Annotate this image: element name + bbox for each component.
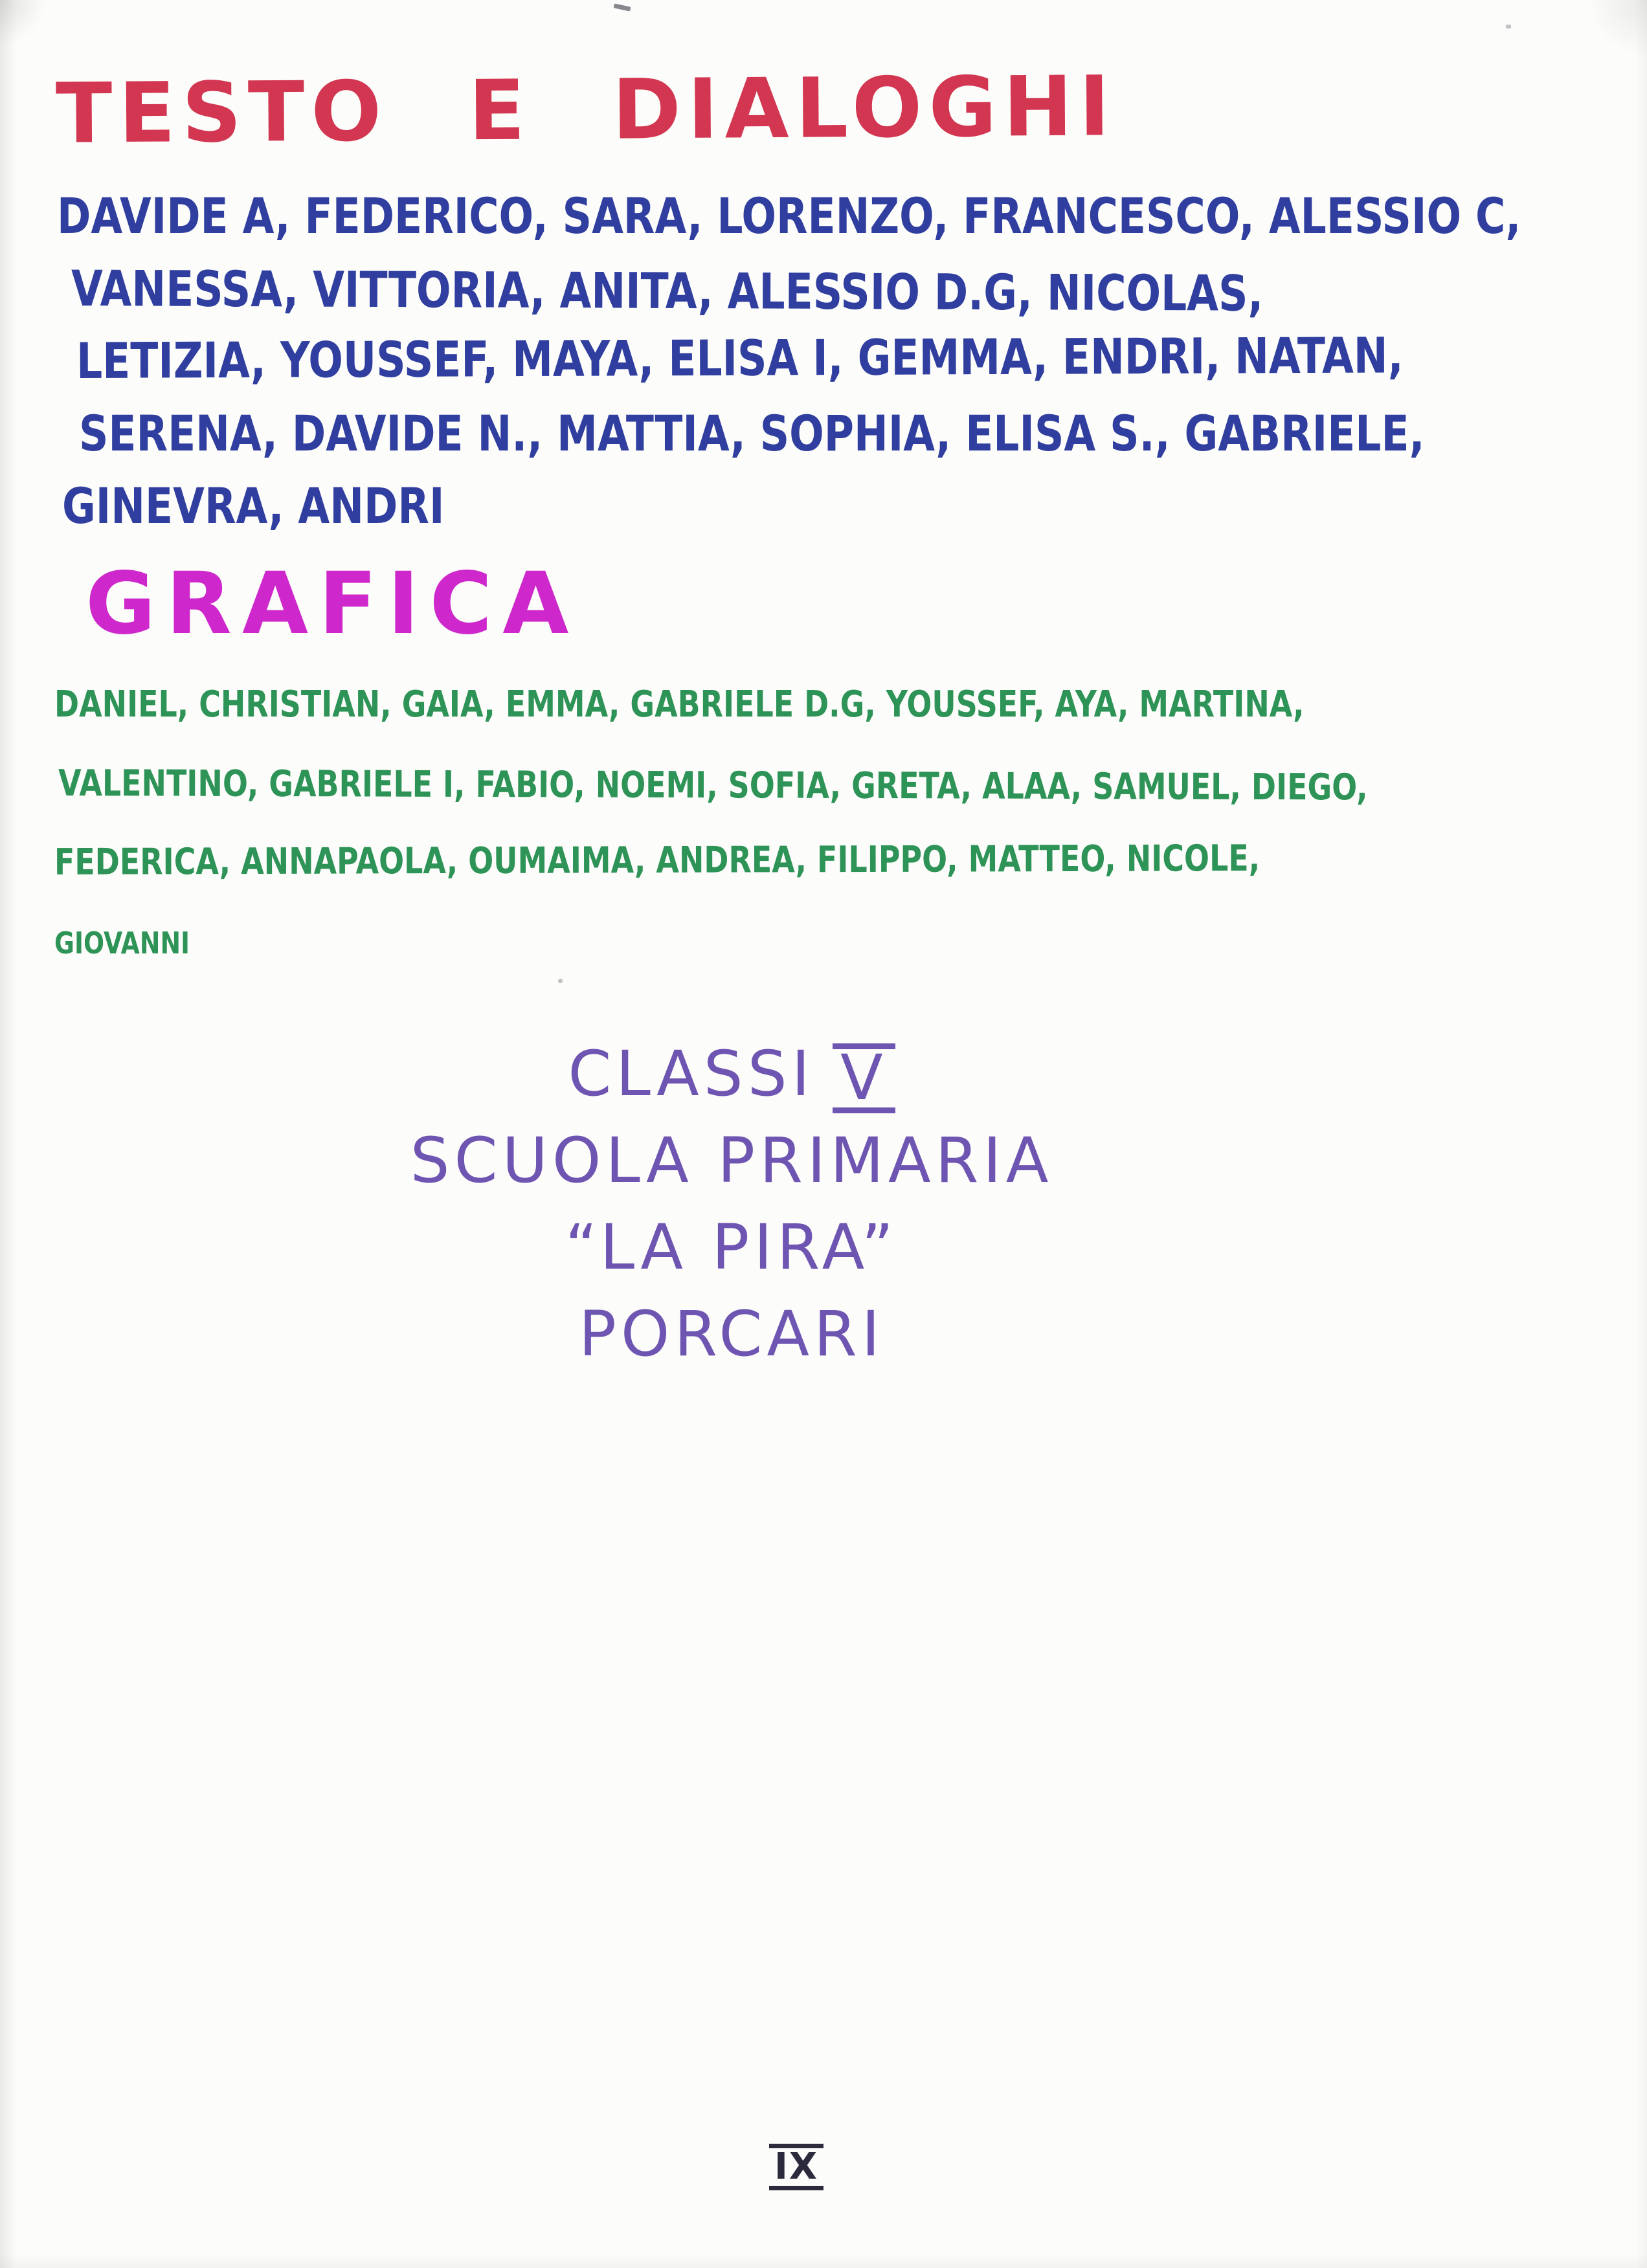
roman-numeral-five: V bbox=[833, 1043, 895, 1113]
credits-line: GIOVANNI bbox=[54, 926, 190, 961]
scan-speck bbox=[614, 3, 631, 11]
section-title-grafica: GRAFICA bbox=[85, 554, 579, 654]
classes-line bbox=[363, 1030, 1101, 1117]
scan-speck bbox=[1506, 25, 1511, 28]
credits-line: SERENA, DAVIDE N., MATTIA, SOPHIA, ELISA S., GABRIELE, bbox=[79, 405, 1425, 462]
credits-line: GINEVRA, ANDRI bbox=[62, 477, 445, 535]
credits-line: LETIZIA, YOUSSEF, MAYA, ELISA I, GEMMA, ENDRI, NATAN, bbox=[76, 326, 1404, 390]
testo-credits-list bbox=[57, 180, 1624, 542]
credits-line: FEDERICA, ANNAPAOLA, OUMAIMA, ANDREA, FILIPPO, MATTEO, NICOLE, bbox=[54, 838, 1260, 884]
grafica-credits-list bbox=[54, 665, 1628, 981]
classes-label: CLASSI bbox=[568, 1038, 814, 1110]
town-line: PORCARI bbox=[578, 1298, 885, 1370]
page-number bbox=[769, 2144, 824, 2190]
roman-numeral-nine: IX bbox=[769, 2144, 824, 2190]
school-type-line: SCUOLA PRIMARIA bbox=[410, 1124, 1053, 1197]
credits-line: VANESSA, VITTORIA, ANITA, ALESSIO D.G, NICOLAS, bbox=[71, 260, 1264, 322]
credits-line: DAVIDE A, FEDERICO, SARA, LORENZO, FRANCESCO, ALESSIO C, bbox=[57, 187, 1521, 245]
school-attribution-block bbox=[363, 1030, 1101, 1377]
credits-line: VALENTINO, GABRIELE I, FABIO, NOEMI, SOFIA, GRETA, ALAA, SAMUEL, DIEGO, bbox=[58, 762, 1368, 809]
credits-line: DANIEL, CHRISTIAN, GAIA, EMMA, GABRIELE D.G, YOUSSEF, AYA, MARTINA, bbox=[54, 684, 1305, 726]
section-title-testo-e-dialoghi: TESTO E DIALOGHI bbox=[55, 58, 1117, 162]
school-name-line: “LA PIRA” bbox=[565, 1211, 899, 1284]
